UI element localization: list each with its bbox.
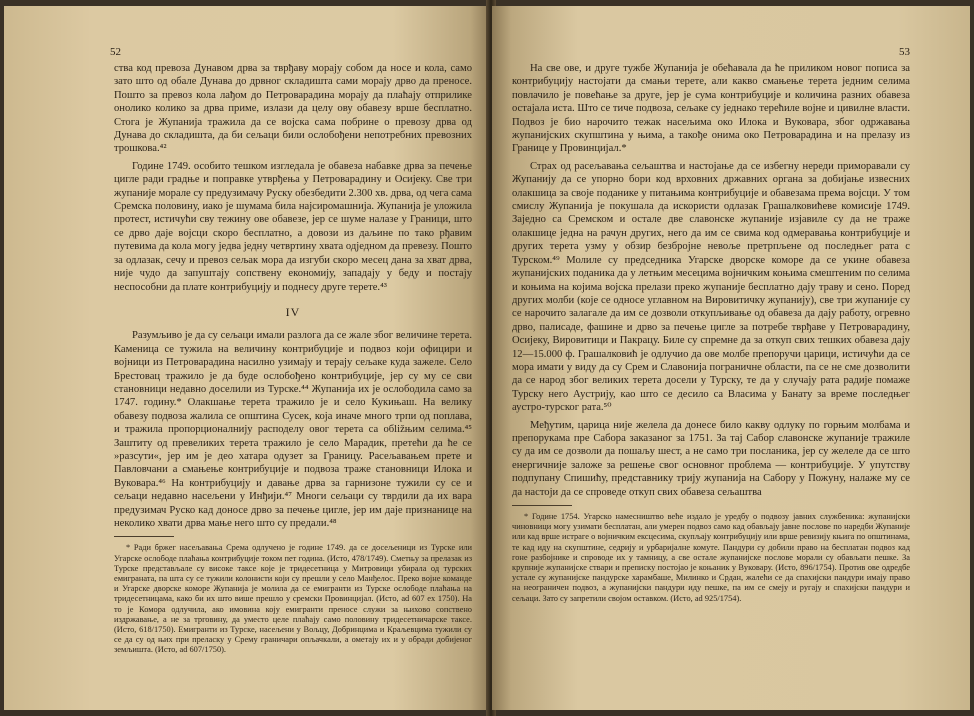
footnote [114, 543, 472, 655]
footnote-text: * Године 1754. Угарско намесништво веће издало је уредбу о подвозу јавних службеника: жупанијски чиновници могу узимати бесплатан, али умерен подвоз само кад обављају јавне послове по наредби Жупаније или кад врше истраге о војничким ексцесима, скупљају контрибуцију или врше ревизију књига по општинама, те кад иду на скупштине, седрију и урбаријалне комуте. Пандури су добили право на бесплатан подвоз кад гоне разбојнике и спроводе их у тамницу, а све остале жупанијске послове морали су обављати пешке. За крупније жупанијске ствари и преписку постоjао је коњаник у Вуковару. (Исто, 896/1754). Против ове одредбе устале су жупанијске пандурске харамбаше, Милинко и Срдан, жалећи се да спахијски пандури имају право на неограничен подвоз, а жупанијски пандури иду пешке, па им се смеју и ругају и спахијски пандури и сељаци. Зато су запретили својом оставком. (Исто, ad 925/1754). [512, 512, 910, 603]
paragraph: Страх од расељавања сељаштва и настојање да се избегну нереди приморавали су Жупанију да се упорно бори код врховних државних органа за добијање извесних олакшица за своје поданике у питањима контрибуције и обавезама према војсци. У том смислу Жупанија је покушала да искористи одлазак Грашалковићеве комисије 1749. Заједно са Сремском и осталe две славонске жупаније изјавиле су да не траже олакшице једна на рачун других, него да им се свима код одмеравања контрибуције и других терета узму у обзир безброjне невоље претрпљене од последњег рата с Турском.⁴⁹ Молиле су председника Угарске дворске коморе да се укине обавеза жупанијских поданика да у летњим месецима војничким коњима смештеним по селима и коњима на којима војска прелази преко жупаније бесплатно дају траву и сено. Поред других молби (које се односе углавном на Вировитичку жупанију), све три жупаније су се нарочито залагале да им се дозволи откупљивање од обавеза да дају работу, огревно дрво, палисаде, фашине и дрво за печење цигле за потребе тврђаве у Петроварадину, Осијеку, Вировитици и Пакрацу. Биле су спремне да за откуп свих тешких обавеза дају 12—15.000 ф. Грашалковић је одлучио да ове молбе препоручи царици, истичући да се мора имати у виду да су Срем и Славонија пограничне области, па се не сме дозволити да се народ због великих терета досели у Турску, те да у случају рата радије помаже Турску него Аустрију, као што се десило са Власима у Банату за време последњег аустро-турског рата.⁵⁰ [512, 160, 910, 414]
footnote [512, 512, 910, 604]
paragraph: Међутим, царица није желела да донесе било какву одлуку по горњим молбама и препорукама пре Сабора заказаног за 1751. За тај Сабор славонске жупаније тражиле су да им се дозволи да пошаљу шест, а не само три посланика, јер су желеле да се што енергичније заложе за решење свог основног проблема — контрибуције. У упутству подпупану Спишићу, представнику трију жупанија на Сабору у Пожуну, налаже му се да настоји да се спроведе откуп свих обавеза сељаштва [512, 419, 910, 498]
body-text [114, 62, 472, 530]
footnote-divider [114, 536, 174, 537]
page-number: 52 [110, 46, 121, 58]
footnote-divider [512, 505, 572, 506]
paragraph: Разумљиво је да су сељаци имали разлога да се жале због величине терета. Каменица се тужила на величину контрибуције и подвоз који официри и војници из Петроварадина насилно узимају и терају сељаке куда зажеле. Село Брестовац тражило је да буде ослобођено контрибуције, јер су му се сви становници недавно доселили из Турске.⁴⁴ Жупанија их је ослободила само за 1747. годину.* Олакшање терета тражило је и село Кукињаш. На велику обавезу подвоза жалила се општина Сусек, која иначе много трпи од поплава, и тражила пропорционалнију расподелу овог терета са обližњим селима.⁴⁵ Заштиту од превеликих терета тражило је село Марадик, претећи да ће се »разсути«, јер им је део хатара одузет за Границу. Расељавањем прете и Павловчани а смањење контрибуције и подвоза траже становници Илока и Вуковара.⁴⁶ На контрибуцију и давање дрва за гарнизоне тужили су се и сељаци недавно насељени у Инђији.⁴⁷ Многи сељаци су тврдили да их вара предузимач Руско кад доносе дрво за печење цигле, јер им даје признанице на неколико хвати дрва мање него што су предали.⁴⁸ [114, 330, 472, 529]
paragraph: На све ове, и друге тужбе Жупанија је обећавала да ће приликом новог пописа за контрибуцију настојати да смањи терете, али какво смањење терета једним селима повлачило је повећање за друге, јер је сума контрибуције и количина разних обавеза остајала иста. Што се тиче подвоза, сељаке су једнако терећиле војне и цивилне власти. Подвоз је био нарочито тежак насељима око Илока и Вуковара, због одржавања жупанијских скупштина у њима, а такође онима око Петроварадина и на прелазу из Границе у Провинцијал.* [512, 63, 910, 155]
paragraph: ства код превоза Дунавом дрва за тврђаву морају собом да носе и кола, само зато што од обале Дунава до дрвног складишта сами морају дрво да преносе. Пошто за превоз кола лађом до Петроварадина морају да плаћају отприлике онолико колико за дрва приме, излази да целу ову обавезу врше бесплатно. Стога је Жупанија тражила да се војска сама побрине о превозу дрва од Дунава до складишта, да би сељаци били ослобођени непотребних превозних трошкова.⁴² [114, 63, 472, 155]
chapter-heading: IV [285, 304, 301, 319]
footnote-text: * Ради бржег насељавања Срема одлучено је године 1749. да се досељеници из Турске или Угарске ослободе плаћања контрибуције током пет година. (Исто, 478/1749). Сметњу за прелазак из Турске представљале су високе таксе које је тридесетница у Митровици убирала од турских емиграната, па шта су се тужили колонисти који су прешли у село Манђелос. Преко војне команде и Угарске дворске коморе Жупанија је молила да се емигранти из Турске ослободе плаћања на тридесетницама, како би их што више прешло у сремски Провинцијал. (Исто, ad 607 ex 1750). На то је Комора одлучила, ако имовина коју емигранти преносе служи за њихово сопствено издржавање, а не за трговину, да уместо целе плаћају само половину тридесетничарске таксе. (Исто, 618/1750). Емигранти из Турске, насељени у Вољцу, Добринцима и Краљевцима тужили су се да су од њих при преласку у Срему граничари опљачкали, а ометају их и у обради добијеног земљишта. (Исто, ad 607/1750). [114, 543, 472, 655]
right-page [492, 6, 970, 710]
body-text [512, 62, 910, 499]
paragraph: Године 1749. особито тешком изгледала је обавеза набавке дрва за печење цигле ради градње и поправке утврђења у Петроварадину и Осијеку. Све три жупаније морале су предузимачу Руску обезбедити 2.300 хв. дрва, од чега сама Сремска половину, иако је шумама била најсиромашнија. Жупанија је уложила протест, истичући сву тежину ове обавезе, јер се шуме налазе у Граници, што се дрво даје војсци скоро бесплатно, а довози из даљине по тако рђавим путевима да кола могу једва једну четвртину хвата одједном да превезу. Пошто за одлазак, сечу и превоз сељак мора да изгуби скоро месец дана за хват дрва, није чудо да запуштају сопствену економију, западају у беду и постају неспособни да плате контрибуцију и поднесу друге терете.⁴³ [114, 160, 472, 293]
left-page [4, 6, 490, 710]
page-number: 53 [899, 46, 910, 58]
